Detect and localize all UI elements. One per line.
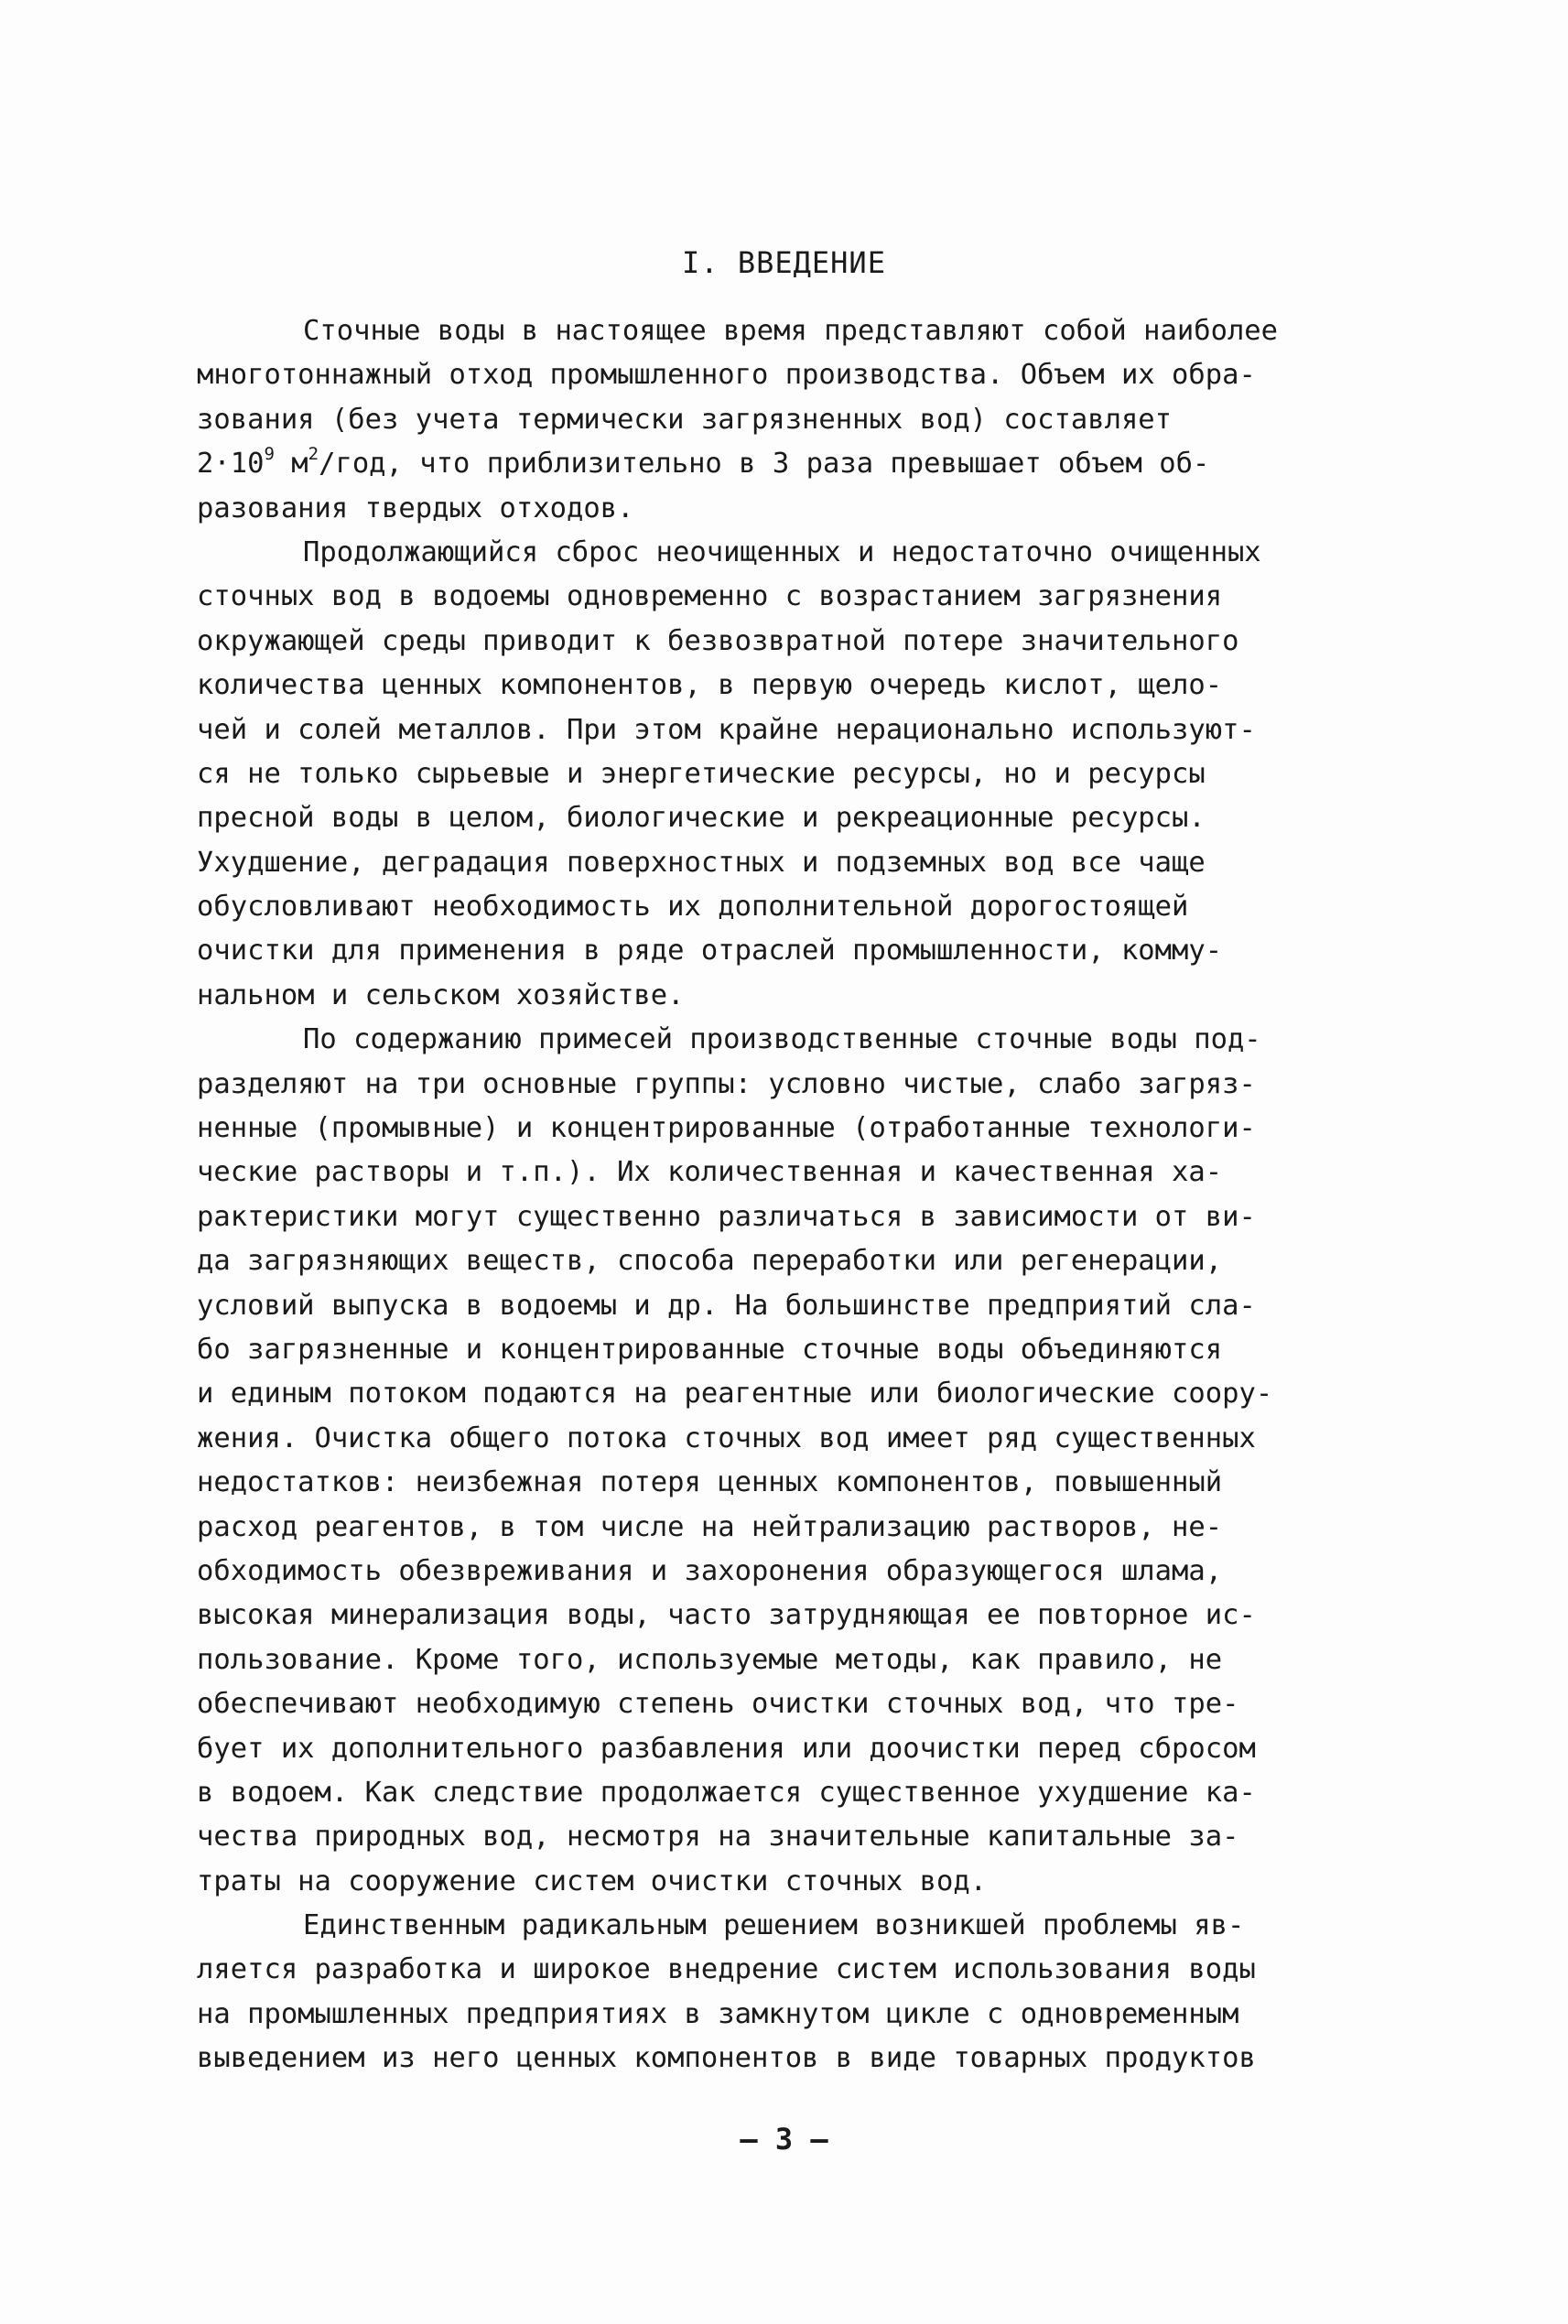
text-line: на промышленных предприятиях в замкнутом цикле с одновременным [197,1997,1239,2030]
text-line: ляется разработка и широкое внедрение систем использования воды [197,1953,1256,1986]
superscript: 2 [308,444,319,465]
text-line: расход реагентов, в том числе на нейтрализацию растворов, не- [197,1510,1223,1543]
text-line: ся не только сырьевые и энергетические ресурсы, но и ресурсы [197,757,1206,790]
text-line: разделяют на три основные группы: условно чистые, слабо загряз- [197,1067,1256,1100]
text-line: да загрязняющих веществ, способа переработки или регенерации, [197,1245,1223,1278]
text-line: недостатков: неизбежная потеря ценных компонентов, повышенный [197,1466,1223,1499]
text-line: разования твердых отходов. [197,492,634,524]
text-line: обеспечивают необходимую степень очистки сточных вод, что тре- [197,1688,1239,1721]
text-line: пользование. Кроме того, используемые методы, как правило, не [197,1643,1223,1676]
text-line: обусловливают необходимость их дополнительной дорогостоящей [197,891,1189,924]
text-line: жения. Очистка общего потока сточных вод имеет ряд существенных [197,1421,1256,1454]
text-line: чей и солей металлов. При этом крайне нерационально используют- [197,713,1256,746]
text-line: ческие растворы и т.п.). Их количественная и качественная ха- [197,1156,1223,1189]
section-heading: I. ВВЕДЕНИЕ [682,245,886,280]
text-line: ненные (промывные) и концентрированные (отработанные технологи- [197,1112,1256,1145]
text-line: рактеристики могут существенно различаться в зависимости от ви- [197,1200,1256,1233]
text-line: траты на сооружение систем очистки сточных вод. [197,1865,988,1897]
text-line: чества природных вод, несмотря на значительные капитальные за- [197,1821,1239,1854]
text-line: очистки для применения в ряде отраслей промышленности, комму- [197,935,1223,967]
text-line: нальном и сельском хозяйстве. [197,978,685,1011]
text-line: Сточные воды в настоящее время представляют собой наиболее [303,315,1279,347]
text-line: По содержанию примесей производственные сточные воды под- [303,1023,1261,1056]
text-line: окружающей среды приводит к безвозвратной потере значительного [197,624,1239,657]
page-number: — 3 — [740,2122,828,2156]
text-line: $2\cdot 10^9$ $м^2$/год, что приблизительно в 3 раза превышает объем об- [197,444,1210,481]
text-line: Продолжающийся сброс неочищенных и недостаточно очищенных [303,535,1261,568]
text-line: Ухудшение, деградация поверхностных и подземных вод все чаще [197,846,1206,879]
text-line: пресной воды в целом, биологические и рекреационные ресурсы. [197,802,1206,835]
text-line: бует их дополнительного разбавления или доочистки перед сбросом [197,1732,1256,1765]
text-line: зования (без учета термически загрязненных вод) составляет [197,403,1173,436]
text-line: Единственным радикальным решением возникшей проблемы яв- [303,1909,1245,1942]
text-line: количества ценных компонентов, в первую очередь кислот, щело- [197,669,1223,702]
text-line: условий выпуска в водоемы и др. На большинстве предприятий сла- [197,1289,1256,1322]
text-line: сточных вод в водоемы одновременно с возрастанием загрязнения [197,580,1223,613]
text-line: бо загрязненные и концентрированные сточные воды объединяются [197,1333,1223,1366]
text-line: и единым потоком подаются на реагентные или биологические соору- [197,1378,1273,1411]
text-line: высокая минерализация воды, часто затрудняющая ее повторное ис- [197,1599,1256,1632]
body-text [197,309,1378,2081]
text-line: выведением из него ценных компонентов в виде товарных продуктов [197,2042,1256,2075]
text-line: обходимость обезвреживания и захоронения образующегося шлама, [197,1554,1223,1587]
text-line: в водоем. Как следствие продолжается существенное ухудшение ка- [197,1776,1256,1809]
text-line: многотоннажный отход промышленного производства. Объем их обра- [197,359,1256,392]
superscript: 9 [264,444,275,465]
